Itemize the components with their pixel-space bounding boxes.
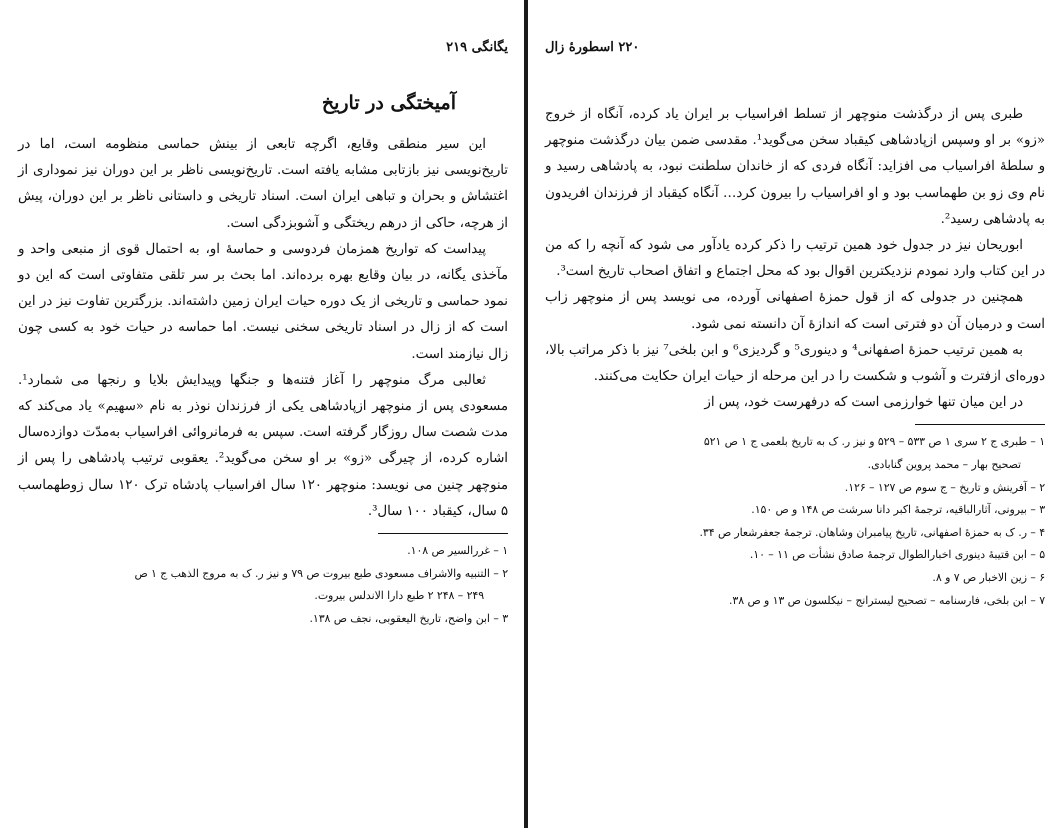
right-running-head <box>545 40 1045 62</box>
right-paragraph: طبری پس از درگذشت منوچهر از تسلط افراسیاب بر ایران یاد کرده، آنگاه از خروج «زو» بر او وسپس ازپادشاهی کیقباد سخن می‌گوید¹. مقدسی ضمن بیان درگذشت منوچهر و سلطهٔ افراسیاب می افزاید: آنگاه فردی که از خاندان سلطنت نبود، به پادشاهی رسید و نام وی زو بن طهماسب بود و او افراسیاب را بیرون کرد… آنگاه کیقباد از فرزندان افریدون به پادشاهی رسید². <box>545 107 1045 227</box>
right-footnote: ۵ – ابن قتیبهٔ دینوری اخبارالطوال ترجمهٔ صادق نشأت ص ۱۱ – ۱۰. <box>749 548 1045 562</box>
left-footnote-rule <box>378 533 508 534</box>
right-footnotes <box>545 431 1045 612</box>
right-footnote: تصحیح بهار – محمد پروین گنابادی. <box>867 458 1021 472</box>
left-paragraph: ثعالبی مرگ منوچهر را آغاز فتنه‌ها و جنگها وپیدایش بلایا و رنجها می شمارد¹. مسعودی پس از منوچهر ازپادشاهی یکی از فرزندان نوذر به نام «سهیم» یاد می‌کند که مدت شصت سال روزگار گرفته است. سپس به فرمانروائی افراسیاب به‌مدّت دوازده‌سال اشاره کرده، از چیرگی «زو» بر او سخن می‌گوید². یعقوبی ترتیب پادشاهی را پس از منوچهر چنین می نویسد: منوچهر ۱۲۰ سال افراسیاب پادشاه ترک ۱۲۰ سال زوطهماسب ۵ سال، کیقباد ۱۰۰ سال³. <box>18 372 508 519</box>
left-footnote: ۲ – التنبیه والاشراف مسعودی طبع بیروت ص ۷۹ و نیز ر. ک به مروج الذهب ج ۱ ص <box>134 566 508 580</box>
left-footnote: ۲۴۹ – ۲۴۸ ۲ طبع دارا الاندلس بیروت. <box>314 589 484 603</box>
right-page <box>545 0 1045 828</box>
left-footnote: ۱ – غررالسیر ص ۱۰۸. <box>407 544 508 558</box>
right-paragraph: ابوریحان نیز در جدول خود همین ترتیب را ذکر کرده یادآور می شود که آنچه را که من در این کتاب وارد نمودم نزدیکترین اقوال بود که محل اجتماع و اتفاق اصحاب تاریخ است³. <box>545 238 1045 280</box>
chapter-title: آمیختگی در تاریخ <box>321 92 456 114</box>
left-page-number: ۲۱۹ <box>446 40 468 55</box>
right-paragraph: همچنین در جدولی که از قول حمزهٔ اصفهانی آورده، می نویسد پس از منوچهر زاب است و درمیان آن دو فترتی است که اندازهٔ آن دانسته نمی شود. <box>545 290 1045 332</box>
right-paragraph: به همین ترتیب حمزهٔ اصفهانی⁴ و دینوری⁵ و گردیزی⁶ و ابن بلخی⁷ نیز با ذکر مراتب بالا، دوره‌ای ازفترت و آشوب و شکست را در این مرحله از حیات ایران حکایت می‌کنند. <box>545 342 1045 385</box>
right-footnote: ۳ – بیرونی، آثارالباقیه، ترجمهٔ اکبر دانا سرشت ص ۱۴۸ و ص ۱۵۰. <box>751 503 1045 517</box>
right-footnote: ۷ – ابن بلخی، فارسنامه – تصحیح لیسترانج – نیکلسون ص ۱۳ و ص ۳۸. <box>728 593 1045 607</box>
right-footnote: ۱ – طبری ج ۲ سری ۱ ص ۵۳۳ – ۵۲۹ و نیز ر. ک به تاریخ بلعمی ج ۱ ص ۵۲۱ <box>703 435 1045 449</box>
left-body-text <box>18 132 508 525</box>
left-page <box>18 0 508 828</box>
right-footnote: ۴ – ر. ک به حمزهٔ اصفهانی، تاریخ پیامبران وشاهان. ترجمهٔ جعفرشعار ص ۳۴. <box>699 525 1045 539</box>
left-header-title-text: یگانگی <box>471 40 508 55</box>
right-footnote-rule <box>915 424 1045 425</box>
right-body-text <box>545 102 1045 416</box>
right-page-number: ۲۲۰ <box>618 40 640 55</box>
left-paragraph: پیداست که تواریخ همزمان فردوسی و حماسهٔ او، به احتمال قوی از منبعی واحد و مآخذی یگانه، در بیان وقایع بهره برده‌اند. اما بحث بر سر تلقی متفاوتی است که این دو نمود حماسی و تاریخی از یک دوره حیات ایران زمین داشته‌اند. بزرگترین تفاوت نیز در این است که از زال در اسناد تاریخی سخنی نیست. اما حماسه در حیات خود به کسی چون زال نیازمند است. <box>18 241 508 362</box>
book-gutter <box>524 0 528 828</box>
right-paragraph: در این میان تنها خوارزمی است که درفهرست خود، پس از <box>704 395 1023 411</box>
left-paragraph: این سیر منطقی وقایع، اگرچه تابعی از بینش حماسی منظومه است، اما در تاریخ‌نویسی نیز بازتابی مشابه یافته است. تاریخ‌نویسی ناظر بر این دوران نیز نموداری از اغتشاش و بحران و تباهی ایران است. اسناد تاریخی و داستانی ناظر بر این دوران، پیش از هرچه، حاکی از درهم ریختگی و آشوبزدگی است. <box>18 137 508 231</box>
right-footnote: ۶ – زین الاخبار ص ۷ و ۸. <box>932 571 1045 584</box>
right-footnote: ۲ – آفرینش و تاریخ – ج سوم ص ۱۲۷ – ۱۲۶. <box>844 480 1045 494</box>
left-header-title <box>446 40 508 62</box>
left-running-head <box>18 40 508 62</box>
right-header-title: اسطورهٔ زال <box>545 40 614 55</box>
left-footnotes <box>18 540 508 630</box>
right-header <box>545 40 639 62</box>
left-footnote: ۳ – ابن واضح، تاریخ الیعقوبی، نجف ص ۱۳۸. <box>309 611 508 625</box>
